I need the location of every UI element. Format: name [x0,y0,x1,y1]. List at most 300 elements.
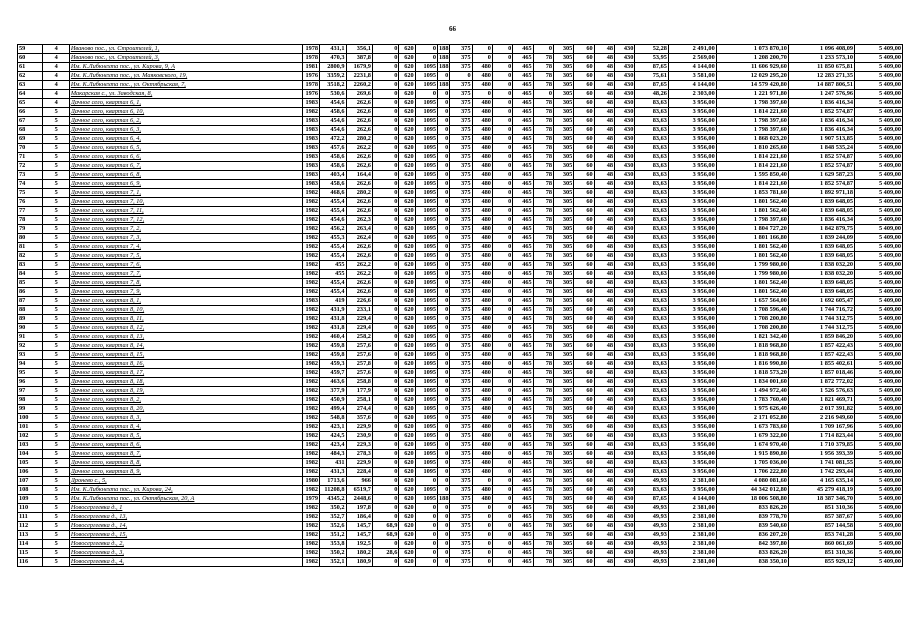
table-cell: 1 799 980,00 [716,270,788,279]
table-cell: 1 741 081,55 [788,459,854,468]
table-cell: 620 [399,396,415,405]
table-cell: 0 [492,45,512,54]
table-cell: 403,4 [320,171,346,180]
table-cell: 1095 [415,450,437,459]
table-cell: 3359,2 [320,72,346,81]
table-cell: 1 799 980,00 [716,261,788,270]
table-cell: 1982 [302,414,319,423]
table-cell: 305 [553,441,573,450]
table-cell: 3 956,00 [668,189,716,198]
table-cell: 188 [439,54,449,61]
table-cell: 480 [472,171,492,180]
table-cell: 465 [513,504,533,513]
table-cell: 430 [615,540,635,549]
table-cell: 78 [533,153,553,162]
table-cell: 1 838 032,20 [788,270,854,279]
table-cell: 5 [43,504,69,513]
table-cell: Дачное село, квартал 7, 9, [69,288,302,297]
table-cell: 458,6 [320,180,346,189]
table-cell: 78 [533,441,553,450]
table-cell: 465 [513,72,533,81]
table-cell: 375 [450,297,472,306]
table-cell: 1 821 342,40 [716,333,788,342]
table-cell: 1982 [302,333,319,342]
table-cell: 78 [533,333,553,342]
table-cell: 1982 [302,225,319,234]
table-cell: 1982 [302,261,319,270]
table-cell: 1 852 574,87 [788,180,854,189]
table-cell: 430 [615,45,635,54]
table-cell: 0 [492,270,512,279]
table-cell: 5 [43,117,69,126]
table-cell: 1 801 562,40 [716,198,788,207]
table-body [18,45,903,567]
table-cell: 305 [553,405,573,414]
table-cell: 3 956,00 [668,369,716,378]
table-cell: 48 [594,495,614,504]
table-cell: 465 [513,81,533,90]
table-cell: 60 [574,369,594,378]
table-cell: 305 [553,378,573,387]
table-cell: 5 409,00 [855,279,903,288]
table-cell: 1095 [415,495,437,504]
table-cell: 59 [18,45,43,54]
table-cell: 78 [533,126,553,135]
table-row [18,333,903,342]
table-cell: 0 [533,45,553,54]
table-cell: 86 [18,288,43,297]
table-cell: 1095 [415,189,437,198]
table-cell: 1983 [302,117,319,126]
table-cell: 3 956,00 [668,342,716,351]
table-cell: 0 [415,54,437,63]
table-cell: Дачное село, квартал 8, 19, [69,387,302,396]
table-cell: 1978 [302,54,319,63]
table-cell: 0 [492,234,512,243]
table-cell: 1982 [302,468,319,477]
table-cell: 375 [450,108,472,117]
table-cell: 280,2 [346,189,372,198]
table-cell: 1 705 036,00 [716,459,788,468]
table-cell: Дачное село, квартал 6, 1, [69,99,302,108]
table-cell: 83,63 [635,225,669,234]
table-cell: 375 [450,513,472,522]
table-cell: 5 [43,423,69,432]
table-cell: 1982 [302,243,319,252]
table-cell: 1983 [302,135,319,144]
table-cell: 305 [553,270,573,279]
table-cell: 430 [615,144,635,153]
table-cell: 0 [372,387,398,396]
table-cell: 262,6 [346,243,372,252]
table-cell: 5 409,00 [855,423,903,432]
table-cell: 305 [553,522,573,531]
table-cell: 5 409,00 [855,135,903,144]
table-cell: 4 [43,45,69,54]
table-row [18,297,903,306]
table-cell: 48 [594,99,614,108]
table-cell: 480 [472,81,492,90]
table-cell: 0 [372,441,398,450]
table-cell: 1095 [415,126,437,135]
table-cell: 620 [399,198,415,207]
table-cell: 5 409,00 [855,522,903,531]
table-cell: 4 [43,54,69,63]
table-cell: 48 [594,396,614,405]
table-cell: 375 [450,252,472,261]
table-cell: 454,6 [320,126,346,135]
table-cell: 115 [18,549,43,558]
table-cell: 480 [472,333,492,342]
table-cell: 78 [533,198,553,207]
table-cell: 387,8 [346,54,372,63]
table-cell: 1713,6 [320,477,346,486]
table-cell: Дачное село, квартал 6, 6, [69,153,302,162]
table-cell: 3 956,00 [668,432,716,441]
table-cell: 430 [615,378,635,387]
table-cell: 465 [513,558,533,567]
table-cell: 83,63 [635,261,669,270]
table-row [18,468,903,477]
table-cell: 78 [533,387,553,396]
table-cell: 60 [574,126,594,135]
table-cell: 0 [492,522,512,531]
table-cell: 305 [553,225,573,234]
table-cell: 305 [553,468,573,477]
table-cell: 465 [513,513,533,522]
table-cell: 0 [415,531,437,540]
table-cell: 5 [43,522,69,531]
table-cell: 5 409,00 [855,243,903,252]
table-cell: 465 [513,198,533,207]
table-cell: 83,63 [635,405,669,414]
table-cell: 60 [574,108,594,117]
table-cell: 1983 [302,144,319,153]
table-cell: 530,6 [320,90,346,99]
table-cell: 454,6 [320,216,346,225]
table-cell: 4 144,00 [668,495,716,504]
table-cell: 1983 [302,162,319,171]
table-cell: 60 [574,144,594,153]
table-cell: 1978 [302,81,319,90]
table-cell: 1982 [302,234,319,243]
table-cell: 375 [450,405,472,414]
table-cell: 305 [553,477,573,486]
table-cell: 305 [553,252,573,261]
table-cell: 0 [492,252,512,261]
table-cell: 430 [615,171,635,180]
table-cell: 0 [372,252,398,261]
table-cell: 49,93 [635,522,669,531]
table-cell: 83,63 [635,360,669,369]
table-cell: 4345,2 [320,495,346,504]
table-cell: 83,63 [635,297,669,306]
table-cell: 0 [438,126,450,135]
table-cell: 5 409,00 [855,126,903,135]
table-cell: 375 [450,459,472,468]
table-cell: 49,93 [635,558,669,567]
table-cell: 457,6 [320,144,346,153]
table-cell: 1095 [415,378,437,387]
table-cell: 0 [372,558,398,567]
table-cell: 48 [594,216,614,225]
table-cell: 0 [372,243,398,252]
table-cell: 60 [574,216,594,225]
table-cell: 620 [399,252,415,261]
table-cell: 5 409,00 [855,288,903,297]
table-cell: 430 [615,495,635,504]
table-cell: 98 [18,396,43,405]
table-cell: 5 409,00 [855,405,903,414]
table-cell: 499,4 [320,405,346,414]
table-cell: 305 [553,279,573,288]
table-cell: 305 [553,126,573,135]
table-cell: 5 409,00 [855,54,903,63]
table-cell: 465 [513,225,533,234]
table-cell: 459,8 [320,342,346,351]
table-cell: 465 [513,369,533,378]
table-cell: 62 [18,72,43,81]
table-cell: 68 [18,126,43,135]
table-cell: 94 [18,360,43,369]
table-cell: 5 409,00 [855,180,903,189]
table-cell: 60 [574,333,594,342]
table-cell: 430 [615,432,635,441]
table-cell: 1 629 587,23 [788,171,854,180]
table-cell: 83,63 [635,135,669,144]
table-cell: 455,4 [320,207,346,216]
table-cell: 1095 [415,108,437,117]
table-cell: 620 [399,297,415,306]
table-cell: 305 [553,423,573,432]
table-cell: 305 [553,324,573,333]
table-cell: 48 [594,153,614,162]
table-cell: 620 [399,558,415,567]
table-cell: 430 [615,153,635,162]
table-cell: 5 [43,342,69,351]
table-cell: 1976 [302,72,319,81]
table-cell: 1095 [415,144,437,153]
table-cell: 5 [43,279,69,288]
table-cell: 70 [18,144,43,153]
table-row [18,558,903,567]
table-cell: 459,8 [320,351,346,360]
table-cell: 375 [450,216,472,225]
table-cell: 465 [513,63,533,72]
table-cell: 1982 [302,306,319,315]
table-cell: 87,65 [635,63,669,72]
table-cell: Им. К.Либкнехта пос., ул. Кирова, 24, [69,486,302,495]
table-cell: 60 [574,279,594,288]
table-cell: 60 [574,477,594,486]
table-cell: 1982 [302,396,319,405]
table-cell: 5 409,00 [855,198,903,207]
table-cell: 305 [553,180,573,189]
table-cell: 620 [399,90,415,99]
table-row [18,351,903,360]
table-cell: 351,2 [320,531,346,540]
table-cell: 0 [438,72,450,81]
table-cell: 620 [399,207,415,216]
table-cell: 465 [513,252,533,261]
table-cell: 480 [472,306,492,315]
table-cell: 48 [594,450,614,459]
table-cell: 352,7 [320,513,346,522]
table-cell: Дачное село, квартал 6, 2, [69,117,302,126]
table-cell: 377,9 [320,387,346,396]
table-cell: 5 [43,189,69,198]
table-cell: 620 [399,333,415,342]
table-cell: 1982 [302,558,319,567]
table-cell: 48 [594,324,614,333]
table-cell: 5 409,00 [855,360,903,369]
table-cell: 375 [450,342,472,351]
table-cell: 69 [18,135,43,144]
table-cell: 480 [472,378,492,387]
table-cell: 430 [615,522,635,531]
table-cell: 60 [574,189,594,198]
table-cell: 0 [372,378,398,387]
table-cell: 60 [574,225,594,234]
table-cell: 48 [594,486,614,495]
table-cell: 78 [533,504,553,513]
table-cell: 49,93 [635,540,669,549]
table-cell: 430 [615,405,635,414]
table-cell: 1982 [302,369,319,378]
table-cell: Дачное село, квартал 7, 2, [69,225,302,234]
table-cell: 83,63 [635,171,669,180]
table-cell: 1983 [302,297,319,306]
table-cell: 465 [513,243,533,252]
table-row [18,81,903,90]
table-cell: 1981 [302,63,319,72]
table-row [18,531,903,540]
table-cell: 465 [513,387,533,396]
table-cell: 262,4 [346,234,372,243]
table-cell: 48 [594,54,614,63]
table-cell: 78 [533,297,553,306]
table-cell: 0 [438,207,450,216]
table-cell: 480 [472,252,492,261]
table-cell: 48 [594,468,614,477]
table-cell: 48 [594,63,614,72]
table-cell: 5 409,00 [855,324,903,333]
table-cell: 455,3 [320,234,346,243]
table-cell: 60 [574,54,594,63]
table-cell: 5 [43,171,69,180]
table-cell: Макарская с., ул. Заводская, 8, [69,90,302,99]
table-cell: 78 [533,72,553,81]
table-cell: 3 956,00 [668,441,716,450]
table-cell: 77 [18,207,43,216]
table-cell: 305 [553,369,573,378]
table-cell: 1 836 416,34 [788,216,854,225]
table-cell: 430 [615,333,635,342]
table-cell: 1095 [415,423,437,432]
table-cell: 1 836 416,34 [788,99,854,108]
table-cell: 465 [513,90,533,99]
table-cell: Дачное село, квартал 8, 14, [69,342,302,351]
table-cell: 465 [513,423,533,432]
table-cell: 111 [18,513,43,522]
table-cell: 3 956,00 [668,207,716,216]
table-cell: 430 [615,252,635,261]
table-cell: 1 708 200,80 [716,315,788,324]
table-cell: 188 [439,495,449,502]
table-cell: 60 [574,81,594,90]
table-cell: 45 279 418,19 [788,486,854,495]
table-cell: 5 409,00 [855,549,903,558]
table-cell: 78 [533,531,553,540]
table-cell: 430 [615,108,635,117]
table-cell: 5 409,00 [855,387,903,396]
table-cell: 305 [553,504,573,513]
table-cell: 454,6 [320,99,346,108]
table-cell: 0 [372,135,398,144]
table-cell: 1 839 648,05 [788,279,854,288]
table-cell: 375 [450,90,472,99]
table-cell: 228,4 [346,468,372,477]
table-cell: 833 826,20 [716,549,788,558]
table-cell: 458,6 [320,162,346,171]
table-cell: 0 [372,414,398,423]
table-cell: 78 [533,405,553,414]
table-cell: 83,63 [635,396,669,405]
table-cell: 431,8 [320,324,346,333]
table-cell: 0 [492,72,512,81]
table-cell: 430 [615,315,635,324]
table-cell: 4 [43,72,69,81]
table-cell: 1 892 971,18 [788,189,854,198]
table-cell: 1095 [415,207,437,216]
table-cell: 480 [472,180,492,189]
table-cell: 0 [372,117,398,126]
table-cell: 5 [43,477,69,486]
table-cell: 78 [533,162,553,171]
table-cell: 164,4 [346,171,372,180]
table-cell: 480 [472,495,492,504]
table-cell: 620 [399,270,415,279]
table-cell: 1 744 312,75 [788,324,854,333]
table-cell: 305 [553,144,573,153]
table-cell: 430 [615,360,635,369]
table-cell: 0 [438,369,450,378]
table-cell: 83,63 [635,198,669,207]
table-cell: 0 [438,549,450,558]
table-cell: 1095 [415,486,437,495]
table-cell: 1982 [302,198,319,207]
table-cell: 5 [43,144,69,153]
table-cell: 257,8 [346,360,372,369]
table-cell: 5 409,00 [855,459,903,468]
table-cell: 620 [399,162,415,171]
table-cell: Дачное село, квартал 8, 1, [69,297,302,306]
table-cell: 620 [399,522,415,531]
table-cell: 620 [399,126,415,135]
table-cell: 430 [615,459,635,468]
table-cell: 430 [615,351,635,360]
table-cell: Дачное село, квартал 8, 2, [69,396,302,405]
table-cell: 186,4 [346,513,372,522]
table-cell: Новосергеевка д., 1 [69,504,302,513]
table-cell: 226,6 [346,297,372,306]
table-cell: 430 [615,270,635,279]
table-cell: 1 708 200,80 [716,324,788,333]
table-cell: 5 [43,369,69,378]
table-cell: 95 [18,369,43,378]
table-cell: 3 956,00 [668,153,716,162]
table-cell: 430 [615,441,635,450]
